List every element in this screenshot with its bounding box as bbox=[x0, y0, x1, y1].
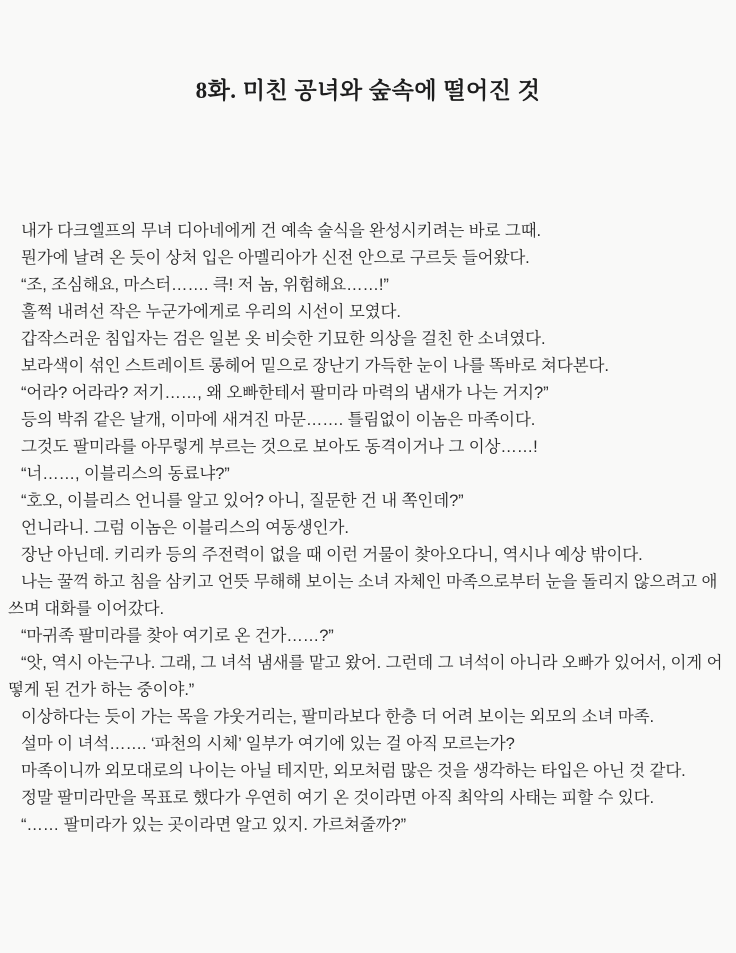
paragraph: 갑작스러운 침입자는 검은 일본 옷 비슷한 기묘한 의상을 걸친 한 소녀였다. bbox=[21, 330, 546, 348]
chapter-body bbox=[8, 218, 728, 839]
paragraph: 훌쩍 내려선 작은 누군가에게로 우리의 시선이 모였다. bbox=[21, 303, 401, 321]
paragraph: “호오, 이블리스 언니를 알고 있어? 아니, 질문한 건 내 쪽인데?” bbox=[21, 492, 464, 510]
paragraph: “너……, 이블리스의 동료냐?” bbox=[21, 465, 230, 483]
paragraph: 장난 아닌데. 키리카 등의 주전력이 없을 때 이런 거물이 찾아오다니, 역시나 예상 밖이다. bbox=[21, 546, 643, 564]
chapter-title: 8화. 미친 공녀와 숲속에 떨어진 것 bbox=[195, 78, 541, 103]
paragraph: 이상하다는 듯이 가는 목을 갸웃거리는, 팔미라보다 한층 더 어려 보이는 외모의 소녀 마족. bbox=[21, 708, 654, 726]
paragraph: 그것도 팔미라를 아무렇게 부르는 것으로 보아도 동격이거나 그 이상……! bbox=[21, 438, 538, 456]
paragraph: 뭔가에 날려 온 듯이 상처 입은 아멜리아가 신전 안으로 구르듯 들어왔다. bbox=[21, 249, 530, 267]
paragraph: 등의 박쥐 같은 날개, 이마에 새겨진 마문……. 틀림없이 이놈은 마족이다. bbox=[21, 411, 536, 429]
paragraph: “마귀족 팔미라를 찾아 여기로 온 건가……?” bbox=[21, 627, 334, 645]
paragraph: 나는 꿀꺽 하고 침을 삼키고 언뜻 무해해 보이는 소녀 자체인 마족으로부터 눈을 돌리지 않으려고 애쓰며 대화를 이어갔다. bbox=[8, 573, 718, 618]
paragraph: 보라색이 섞인 스트레이트 롱헤어 밑으로 장난기 가득한 눈이 나를 똑바로 쳐다본다. bbox=[21, 357, 609, 375]
paragraph: 정말 팔미라만을 목표로 했다가 우연히 여기 온 것이라면 아직 최악의 사태는 피할 수 있다. bbox=[21, 789, 654, 807]
paragraph: 언니라니. 그럼 이놈은 이블리스의 여동생인가. bbox=[21, 519, 349, 537]
paragraph: 내가 다크엘프의 무녀 디아네에게 건 예속 술식을 완성시키려는 바로 그때. bbox=[21, 222, 542, 240]
paragraph: 마족이니까 외모대로의 나이는 아닐 테지만, 외모처럼 많은 것을 생각하는 타입은 아닌 것 같다. bbox=[21, 762, 686, 780]
paragraph: “조, 조심해요, 마스터……. 큭! 저 놈, 위험해요……!” bbox=[21, 276, 389, 294]
paragraph: 설마 이 녀석……. ‘파천의 시체’ 일부가 여기에 있는 걸 아직 모르는가? bbox=[21, 735, 515, 753]
paragraph: “앗, 역시 아는구나. 그래, 그 녀석 냄새를 맡고 왔어. 그런데 그 녀석이 아니라 오빠가 있어서, 이게 어떻게 된 건가 하는 중이야.” bbox=[8, 654, 723, 699]
paragraph: “…… 팔미라가 있는 곳이라면 알고 있지. 가르쳐줄까?” bbox=[21, 816, 406, 834]
paragraph: “어라? 어라라? 저기……, 왜 오빠한테서 팔미라 마력의 냄새가 나는 거지?” bbox=[21, 384, 549, 402]
